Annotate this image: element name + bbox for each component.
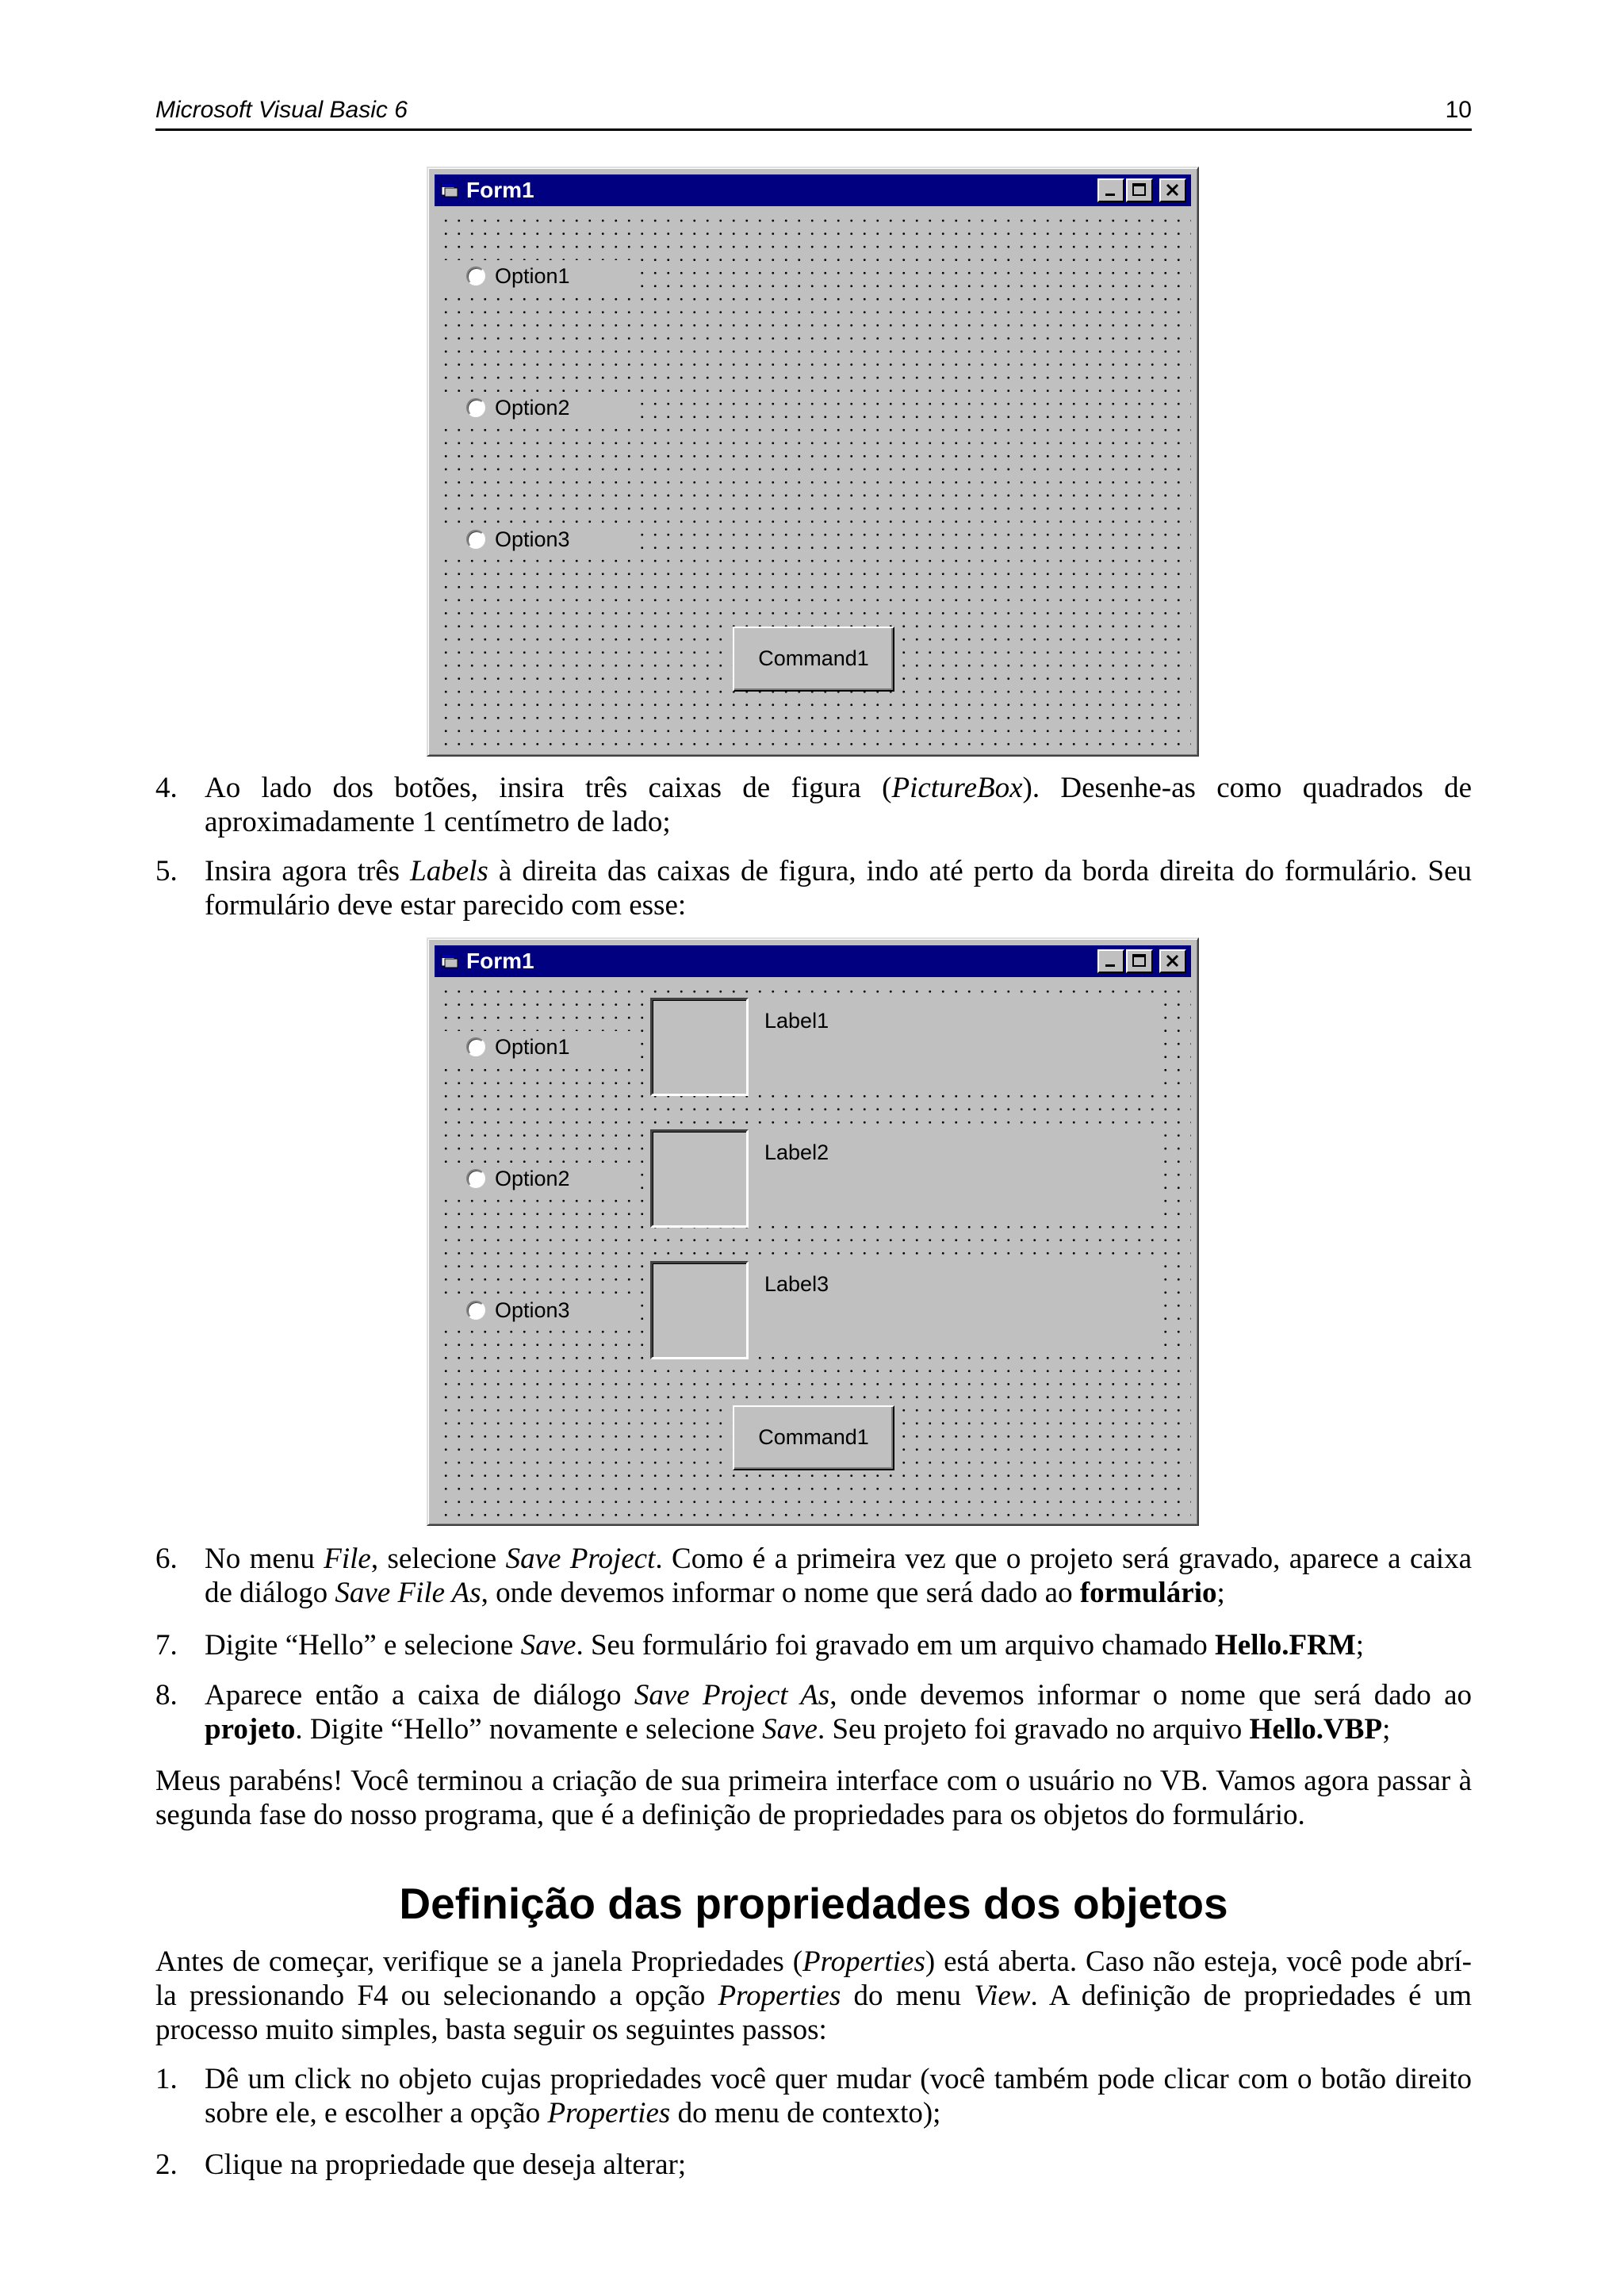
conclusion-paragraph: Meus parabéns! Você terminou a criação de sua primeira interface com o usuário no VB. Vamos agora passar à segunda fase do nosso programa, que é a definição de propriedades para os objetos do formulário.: [155, 1765, 1472, 1831]
list-item-1: 1. Dê um click no objeto cujas propriedades você quer mudar (você também pode clicar com o botão direito sobre ele, e escolher a opção Properties do menu de contexto);: [155, 2063, 1472, 2129]
form1-window-figure1: [427, 167, 1199, 757]
radio-icon[interactable]: [466, 530, 485, 549]
command-button[interactable]: Command1: [733, 1405, 894, 1470]
form-design-grid[interactable]: [435, 980, 1191, 1518]
label-2[interactable]: Label2: [752, 1129, 1164, 1225]
list-item-5: 5. Insira agora três Labels à direita das caixas de figura, indo até perto da borda direita do formulário. Seu formulário deve estar parecido com esse:: [155, 855, 1472, 922]
radio-icon[interactable]: [466, 398, 485, 417]
option-button-3[interactable]: Option3: [435, 1294, 638, 1326]
radio-icon[interactable]: [466, 1169, 485, 1188]
form1-window-figure2: [427, 937, 1199, 1526]
list-item-4: 4. Ao lado dos botões, insira três caixas de figura (PictureBox). Desenhe-as como quadrados de aproximadamente 1 centímetro de lado;: [155, 772, 1472, 838]
minimize-button[interactable]: [1097, 949, 1124, 973]
page-header: [155, 94, 1472, 131]
form-design-grid[interactable]: [435, 209, 1191, 749]
window-title: Form1: [466, 949, 534, 973]
list-item-8: 8. Aparece então a caixa de diálogo Save Project As, onde devemos informar o nome que será dado ao projeto. Digite “Hello” novamente e selecione Save. Seu projeto foi gravado no arquivo Hello.VBP;: [155, 1679, 1472, 1746]
radio-icon[interactable]: [466, 1037, 485, 1056]
form-icon: [441, 182, 458, 197]
intro-paragraph: Antes de começar, verifique se a janela Propriedades (Properties) está aberta. Caso não esteja, você pode abrí-la pressionando F4 ou selecionando a opção Properties do menu View. A definição de propriedades é um processo muito simples, basta seguir os seguintes passos:: [155, 1945, 1472, 2046]
maximize-button[interactable]: [1126, 178, 1153, 202]
maximize-button[interactable]: [1126, 949, 1153, 973]
option-button-2[interactable]: Option2: [435, 1163, 638, 1194]
page-number: 10: [1445, 97, 1472, 123]
close-button[interactable]: [1159, 178, 1186, 202]
section-heading: Definição das propriedades dos objetos: [399, 1879, 1228, 1928]
option-button-2[interactable]: Option2: [435, 392, 638, 424]
label-1[interactable]: Label1: [752, 998, 1164, 1093]
option-button-3[interactable]: Option3: [435, 523, 638, 555]
book-title: Microsoft Visual Basic 6: [155, 97, 408, 123]
option-button-1[interactable]: Option1: [435, 260, 638, 292]
picture-box-3[interactable]: [650, 1261, 749, 1359]
radio-icon[interactable]: [466, 266, 485, 286]
radio-icon[interactable]: [466, 1301, 485, 1320]
list-item-6: 6. No menu File, selecione Save Project. Como é a primeira vez que o projeto será gravado, aparece a caixa de diálogo Save File As, onde devemos informar o nome que será dado ao formulário;: [155, 1543, 1472, 1609]
title-bar[interactable]: [435, 945, 1191, 977]
command-button[interactable]: Command1: [733, 627, 894, 692]
option-button-1[interactable]: Option1: [435, 1031, 638, 1063]
close-button[interactable]: [1159, 949, 1186, 973]
list-item-7: 7. Digite “Hello” e selecione Save. Seu formulário foi gravado em um arquivo chamado Hello.FRM;: [155, 1629, 1365, 1662]
form-icon: [441, 953, 458, 968]
title-bar[interactable]: [435, 174, 1191, 206]
picture-box-1[interactable]: [650, 998, 749, 1096]
list-item-2: 2. Clique na propriedade que deseja alterar;: [155, 2148, 687, 2181]
minimize-button[interactable]: [1097, 178, 1124, 202]
picture-box-2[interactable]: [650, 1129, 749, 1228]
label-3[interactable]: Label3: [752, 1261, 1164, 1356]
window-title: Form1: [466, 178, 534, 202]
